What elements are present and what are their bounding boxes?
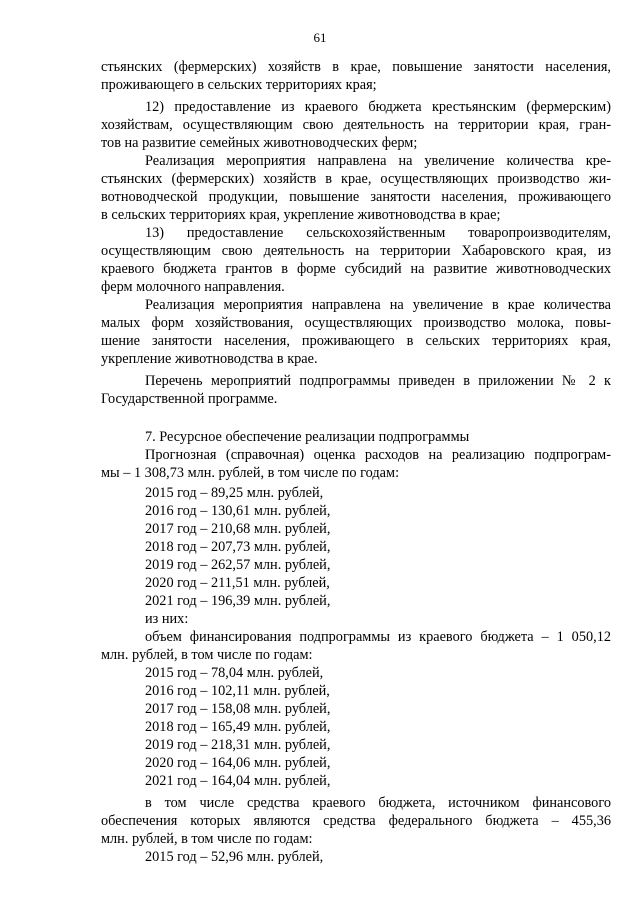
paragraph-line: укрепление животноводства в крае. [101, 351, 318, 367]
year-amount-line: 2016 год – 102,11 млн. рублей, [145, 683, 330, 699]
year-amount-line: 2019 год – 262,57 млн. рублей, [145, 557, 331, 573]
paragraph-line: млн. рублей, в том числе по годам: [101, 647, 313, 663]
paragraph-line: малых форм хозяйствования, осуществляющих производство молока, повы- [101, 315, 611, 331]
year-amount-line: 2015 год – 89,25 млн. рублей, [145, 485, 324, 501]
year-amount-line: 2015 год – 78,04 млн. рублей, [145, 665, 324, 681]
paragraph-line: в том числе средства краевого бюджета, источником финансового [145, 795, 611, 811]
paragraph-line: Реализация мероприятия направлена на увеличение в крае количества [145, 297, 611, 313]
section-heading: 7. Ресурсное обеспечение реализации подпрограммы [145, 429, 470, 445]
list-item-line: 13) предоставление сельскохозяйственным товаропроизводителям, [145, 225, 611, 241]
paragraph-line: тов на развитие семейных животноводческих ферм; [101, 135, 418, 151]
list-item-line: 12) предоставление из краевого бюджета крестьянским (фермерским) [145, 99, 611, 115]
paragraph-line: Реализация мероприятия направлена на увеличение количества кре- [145, 153, 611, 169]
paragraph-line: обеспечения которых являются средства федерального бюджета – 455,36 [101, 813, 611, 829]
paragraph-line: шение занятости населения, проживающего в сельских территориях края, [101, 333, 611, 349]
paragraph-line: млн. рублей, в том числе по годам: [101, 831, 313, 847]
year-amount-line: 2016 год – 130,61 млн. рублей, [145, 503, 331, 519]
paragraph-line: стьянских (фермерских) хозяйств в крае, осуществляющих производство жи- [101, 171, 611, 187]
paragraph-line: в сельских территориях края, укрепление животноводства в крае; [101, 207, 501, 223]
year-amount-line: 2020 год – 211,51 млн. рублей, [145, 575, 330, 591]
paragraph-line: краевого бюджета грантов в форме субсидий на развитие животноводческих [101, 261, 611, 277]
paragraph-line: проживающего в сельских территориях края; [101, 77, 377, 93]
paragraph-line: вотноводческой продукции, повышение занятости населения, проживающего [101, 189, 611, 205]
year-amount-line: 2017 год – 158,08 млн. рублей, [145, 701, 331, 717]
paragraph-line: стьянских (фермерских) хозяйств в крае, повышение занятости населения, [101, 59, 611, 75]
year-amount-line: 2021 год – 196,39 млн. рублей, [145, 593, 331, 609]
paragraph-line: мы – 1 308,73 млн. рублей, в том числе по годам: [101, 465, 400, 481]
year-amount-line: 2020 год – 164,06 млн. рублей, [145, 755, 331, 771]
paragraph-line: из них: [145, 611, 189, 627]
year-amount-line: 2015 год – 52,96 млн. рублей, [145, 849, 324, 865]
year-amount-line: 2019 год – 218,31 млн. рублей, [145, 737, 331, 753]
paragraph-line: Перечень мероприятий подпрограммы приведен в приложении № 2 к [145, 373, 611, 389]
paragraph-line: объем финансирования подпрограммы из краевого бюджета – 1 050,12 [145, 629, 611, 645]
paragraph-line: ферм молочного направления. [101, 279, 285, 295]
paragraph-line: осуществляющим свою деятельность на территории Хабаровского края, из [101, 243, 611, 259]
year-amount-line: 2018 год – 165,49 млн. рублей, [145, 719, 331, 735]
paragraph-line: хозяйствам, осуществляющим свою деятельность на территории края, гран- [101, 117, 611, 133]
year-amount-line: 2021 год – 164,04 млн. рублей, [145, 773, 331, 789]
paragraph-line: Прогнозная (справочная) оценка расходов на реализацию подпрограм- [145, 447, 611, 463]
year-amount-line: 2018 год – 207,73 млн. рублей, [145, 539, 331, 555]
page-number: 61 [313, 30, 327, 45]
year-amount-line: 2017 год – 210,68 млн. рублей, [145, 521, 331, 537]
paragraph-line: Государственной программе. [101, 391, 278, 407]
